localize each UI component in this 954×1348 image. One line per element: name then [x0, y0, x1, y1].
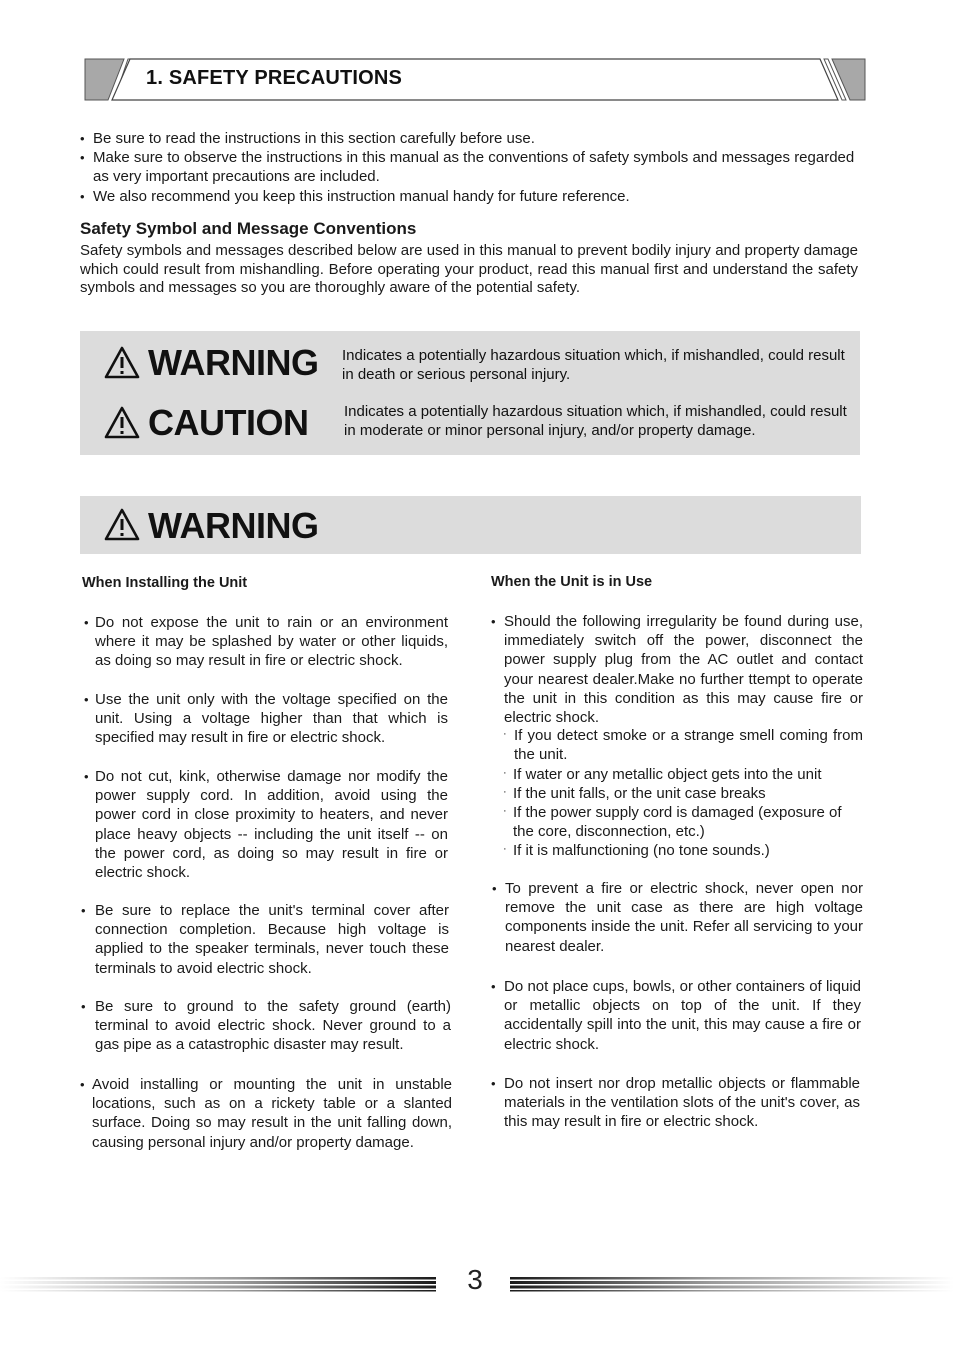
irregularity-subitem: · If you detect smoke or a strange smell coming from the unit. — [503, 727, 863, 764]
warning-description: Indicates a potentially hazardous situation which, if mishandled, could result in death or serious personal injury. — [342, 347, 845, 383]
subitem-text: If water or any metallic object gets into the unit — [513, 766, 822, 783]
item-text: Should the following irregularity be found during use, immediately switch off the power, disconnect the power supply plug from the AC outlet and contact your nearest dealer.Make no further ttempt to operate the unit in this condition as this may cause fire or electric shock. — [504, 613, 863, 727]
warning-signal-word: WARNING — [148, 342, 319, 383]
bullet-dot: • — [84, 769, 89, 784]
bullet-dot: • — [81, 999, 86, 1014]
in-use-item — [491, 977, 861, 1054]
warning-banner — [80, 496, 861, 554]
footer-rule-right — [510, 1276, 954, 1292]
item-text: Be sure to replace the unit's terminal cover after connection completion. Because high voltage is applied to the speaker terminals, never touch these terminals to avoid electric shock. — [95, 902, 449, 977]
subitem-text: If the unit falls, or the unit case breaks — [513, 785, 766, 802]
installing-item — [84, 767, 448, 882]
item-text: Do not expose the unit to rain or an environment where it may be splashed by water or other liquids, as doing so may result in fire or electric shock. — [95, 614, 448, 670]
installing-item — [80, 1075, 452, 1152]
bullet-dot: • — [80, 1077, 85, 1092]
intro-text: Make sure to observe the instructions in this manual as the conventions of safety symbols and messages regarded as very important precautions are included. — [93, 149, 855, 185]
bullet-dot: • — [491, 614, 496, 629]
irregularity-subitem: · If the unit falls, or the unit case breaks — [503, 784, 863, 803]
installing-item — [84, 690, 448, 748]
caution-triangle-icon — [104, 406, 140, 440]
irregularity-subitem: · If it is malfunctioning (no tone sounds.) — [503, 841, 863, 860]
installing-item — [81, 901, 449, 978]
installing-item — [84, 613, 448, 671]
bullet-dot: • — [81, 903, 86, 918]
bullet-dot: • — [84, 692, 89, 707]
item-text: Do not place cups, bowls, or other containers of liquid or metallic objects on top of the unit. If they accidentally spill into the unit, this may cause a fire or electric shock. — [504, 978, 861, 1053]
footer-rule-left — [0, 1276, 436, 1292]
bullet-dot: • — [491, 1076, 496, 1091]
section-title: 1. SAFETY PRECAUTIONS — [146, 67, 403, 89]
subitem-text: If you detect smoke or a strange smell coming from the unit. — [514, 727, 863, 764]
intro-text: Be sure to read the instructions in this section carefully before use. — [93, 130, 535, 147]
caution-signal-word: CAUTION — [148, 402, 309, 443]
warning-banner-title: WARNING — [148, 505, 319, 546]
irregularity-subitem: · If water or any metallic object gets into the unit — [503, 765, 863, 784]
in-use-item — [491, 1074, 860, 1132]
item-text: Be sure to ground to the safety ground (earth) terminal to avoid electric shock. Never ground to a gas pipe as a catastrophic disaster may result. — [95, 998, 451, 1054]
item-text: Do not insert nor drop metallic objects or flammable materials in the ventilation slots of the unit's cover, as this may result in fire or electric shock. — [504, 1075, 860, 1131]
conventions-body: Safety symbols and messages described below are used in this manual to prevent bodily injury and property damage which could result from mishandling. Before operating your product, read this manual first and understand the safety symbols and messages so you are thoroughly aware of the potential safety. — [80, 242, 858, 296]
in-use-item — [492, 879, 863, 956]
warning-triangle-icon — [104, 346, 140, 380]
bullet-dot: • — [80, 131, 85, 146]
item-text: To prevent a fire or electric shock, never open nor remove the unit case as there are high voltage components inside the unit. Refer all servicing to your nearest dealer. — [505, 880, 863, 955]
bullet-dot: • — [80, 189, 85, 204]
item-text: Avoid installing or mounting the unit in unstable locations, such as on a rickety table or a slanted surface. Doing so may result in the unit falling down, causing personal injury and/or property damage. — [92, 1076, 452, 1151]
in-use-heading: When the Unit is in Use — [491, 574, 653, 590]
bullet-dot: • — [84, 615, 89, 630]
bullet-dot: • — [80, 150, 85, 165]
page-number: 3 — [467, 1264, 483, 1295]
caution-description: Indicates a potentially hazardous situation which, if mishandled, could result in moderate or minor personal injury, and/or property damage. — [344, 403, 847, 439]
signal-word-legend — [80, 331, 860, 455]
irregularity-subitem: · If the power supply cord is damaged (exposure of the core, disconnection, etc.) — [503, 803, 863, 841]
warning-triangle-icon — [104, 508, 140, 542]
installing-item — [81, 997, 451, 1055]
conventions-heading: Safety Symbol and Message Conventions — [80, 219, 417, 238]
bullet-dot: • — [491, 979, 496, 994]
installing-heading: When Installing the Unit — [82, 575, 248, 591]
in-use-item — [491, 612, 863, 727]
item-text: Do not cut, kink, otherwise damage nor modify the power supply cord. In addition, avoid using the power cord in close proximity to heaters, and never place heavy objects -- including the unit itself -- on the power cord, as doing so may result in fire or electric shock. — [95, 768, 448, 882]
item-text: Use the unit only with the voltage specified on the unit. Using a voltage higher than that which is specified may result in fire or electric shock. — [95, 691, 448, 747]
bullet-dot: • — [492, 881, 497, 896]
subitem-text: If the power supply cord is damaged (exposure of the core, disconnection, etc.) — [513, 804, 842, 841]
subitem-text: If it is malfunctioning (no tone sounds.) — [513, 842, 770, 859]
intro-text: We also recommend you keep this instruction manual handy for future reference. — [93, 188, 630, 205]
